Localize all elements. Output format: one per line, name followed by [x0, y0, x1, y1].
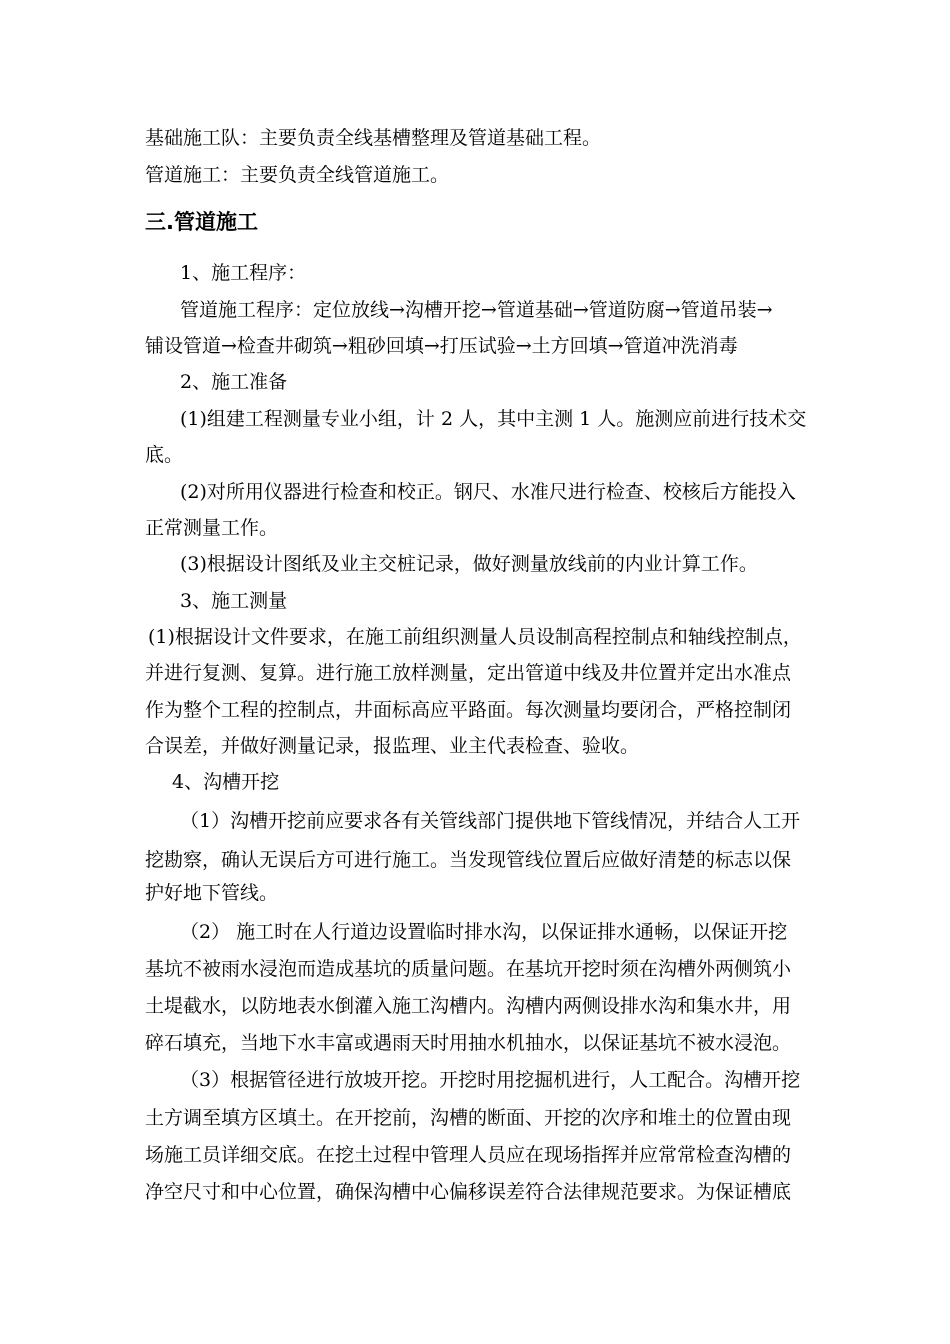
text-line: 挖勘察，确认无误后方可进行施工。当发现管线位置后应做好清楚的标志以保	[145, 849, 792, 871]
text-line: (1)组建工程测量专业小组，计 2 人，其中主测 1 人。施测应前进行技术交	[180, 408, 807, 430]
text-line: 管道施工：主要负责全线管道施工。	[145, 164, 450, 186]
text-line: 土方调至填方区填土。在开挖前，沟槽的断面、开挖的次序和堆土的位置由现	[145, 1107, 792, 1129]
text-line: 管道施工程序：定位放线→沟槽开挖→管道基础→管道防腐→管道吊装→	[180, 299, 773, 321]
text-line: (3)根据设计图纸及业主交桩记录，做好测量放线前的内业计算工作。	[180, 553, 758, 575]
text-line: 土堤截水，以防地表水倒灌入施工沟槽内。沟槽内两侧设排水沟和集水井，用	[145, 995, 792, 1017]
text-line: 碎石填充，当地下水丰富或遇雨天时用抽水机抽水，以保证基坑不被水浸泡。	[145, 1032, 792, 1054]
text-line: 场施工员详细交底。在挖土过程中管理人员应在现场指挥并应常常检查沟槽的	[145, 1144, 792, 1166]
text-line: 护好地下管线。	[145, 882, 279, 904]
text-line: 净空尺寸和中心位置，确保沟槽中心偏移误差符合法律规范要求。为保证槽底	[145, 1181, 792, 1203]
text-line: 4、沟槽开挖	[172, 771, 280, 793]
text-line: (1)根据设计文件要求，在施工前组织测量人员设制高程控制点和轴线控制点，	[148, 626, 802, 648]
text-line: 2、施工准备	[180, 371, 288, 393]
text-line: （2） 施工时在人行道边设置临时排水沟，以保证排水通畅，以保证开挖	[180, 921, 788, 943]
text-line: 并进行复测、复算。进行施工放样测量，定出管道中线及井位置并定出水准点	[145, 662, 792, 684]
text-line: 1、施工程序：	[180, 262, 307, 284]
text-line: 正常测量工作。	[145, 517, 279, 539]
text-line: （3）根据管径进行放坡开挖。开挖时用挖掘机进行，人工配合。沟槽开挖	[180, 1069, 801, 1091]
text-line: 作为整个工程的控制点，井面标高应平路面。每次测量均要闭合，严格控制闭	[145, 699, 792, 721]
section-heading: 三.管道施工	[145, 210, 258, 234]
text-line: 底。	[145, 444, 184, 466]
text-line: 合误差，并做好测量记录，报监理、业主代表检查、验收。	[145, 735, 640, 757]
text-line: (2)对所用仪器进行检查和校正。钢尺、水准尺进行检查、校核后方能投入	[180, 481, 796, 503]
text-line: （1）沟槽开挖前应要求各有关管线部门提供地下管线情况，并结合人工开	[180, 810, 801, 832]
text-line: 基坑不被雨水浸泡而造成基坑的质量问题。在基坑开挖时须在沟槽外两侧筑小	[145, 958, 792, 980]
text-line: 基础施工队：主要负责全线基槽整理及管道基础工程。	[145, 127, 602, 149]
text-line: 铺设管道→检查井砌筑→粗砂回填→打压试验→土方回填→管道冲洗消毒	[145, 335, 738, 357]
text-line: 3、施工测量	[180, 590, 288, 612]
